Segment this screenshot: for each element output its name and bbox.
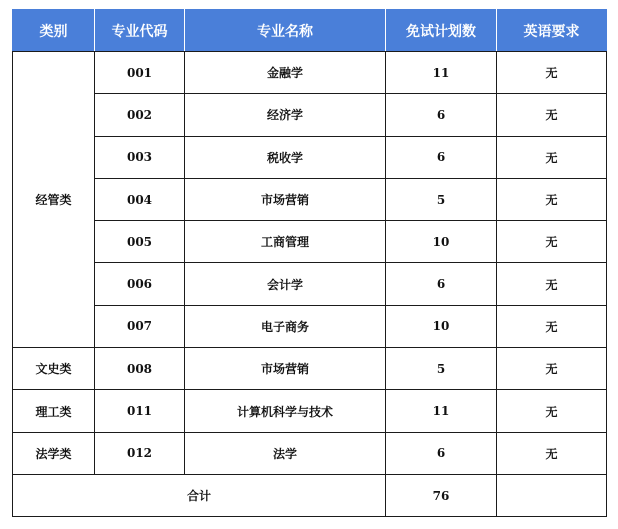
- quota-cell: 6: [386, 94, 497, 136]
- quota-cell: 5: [386, 348, 497, 390]
- major-name-cell: 计算机科学与技术: [185, 390, 386, 432]
- table-row: [13, 390, 607, 432]
- category-cell: 法学类: [13, 432, 95, 474]
- quota-cell: 6: [386, 432, 497, 474]
- code-cell: 005: [95, 221, 185, 263]
- total-label: 合计: [13, 474, 386, 516]
- english-cell: 无: [497, 263, 607, 305]
- table-row: [13, 178, 607, 220]
- major-name-cell: 经济学: [185, 94, 386, 136]
- table-row: [13, 263, 607, 305]
- table-row: [13, 136, 607, 178]
- table-row: [13, 348, 607, 390]
- english-cell: 无: [497, 136, 607, 178]
- category-cell: 文史类: [13, 348, 95, 390]
- table-row: [13, 305, 607, 347]
- english-cell: 无: [497, 305, 607, 347]
- major-name-cell: 会计学: [185, 263, 386, 305]
- english-cell: 无: [497, 178, 607, 220]
- major-name-cell: 电子商务: [185, 305, 386, 347]
- code-cell: 001: [95, 52, 185, 94]
- header-row: [13, 10, 607, 52]
- english-cell: 无: [497, 432, 607, 474]
- table-body: [13, 10, 607, 517]
- header-quota: 免试计划数: [386, 10, 497, 52]
- quota-cell: 6: [386, 263, 497, 305]
- quota-cell: 11: [386, 390, 497, 432]
- major-name-cell: 税收学: [185, 136, 386, 178]
- english-cell: 无: [497, 221, 607, 263]
- total-row: [13, 474, 607, 516]
- code-cell: 004: [95, 178, 185, 220]
- code-cell: 002: [95, 94, 185, 136]
- category-cell: 理工类: [13, 390, 95, 432]
- header-english: 英语要求: [497, 10, 607, 52]
- quota-cell: 5: [386, 178, 497, 220]
- code-cell: 012: [95, 432, 185, 474]
- total-quota: 76: [386, 474, 497, 516]
- english-cell: 无: [497, 52, 607, 94]
- english-cell: 无: [497, 94, 607, 136]
- major-name-cell: 金融学: [185, 52, 386, 94]
- table-row: [13, 52, 607, 94]
- code-cell: 011: [95, 390, 185, 432]
- total-english: [497, 474, 607, 516]
- english-cell: 无: [497, 390, 607, 432]
- code-cell: 008: [95, 348, 185, 390]
- major-name-cell: 市场营销: [185, 178, 386, 220]
- code-cell: 003: [95, 136, 185, 178]
- admission-plan-table: [12, 9, 607, 517]
- quota-cell: 6: [386, 136, 497, 178]
- major-name-cell: 工商管理: [185, 221, 386, 263]
- code-cell: 006: [95, 263, 185, 305]
- major-name-cell: 法学: [185, 432, 386, 474]
- quota-cell: 10: [386, 305, 497, 347]
- table-row: [13, 94, 607, 136]
- table-row: [13, 432, 607, 474]
- quota-cell: 10: [386, 221, 497, 263]
- header-major-name: 专业名称: [185, 10, 386, 52]
- category-cell: 经管类: [13, 52, 95, 348]
- code-cell: 007: [95, 305, 185, 347]
- english-cell: 无: [497, 348, 607, 390]
- quota-cell: 11: [386, 52, 497, 94]
- header-category: 类别: [13, 10, 95, 52]
- header-code: 专业代码: [95, 10, 185, 52]
- table-row: [13, 221, 607, 263]
- major-name-cell: 市场营销: [185, 348, 386, 390]
